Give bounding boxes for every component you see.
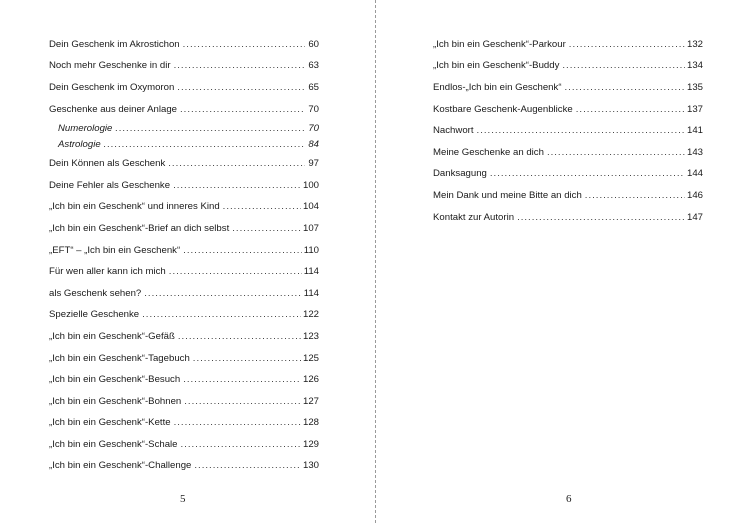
toc-entry-page: 122 [302,309,319,321]
dot-leader [565,81,685,95]
table-of-contents-left [49,34,319,477]
toc-entry-page: 65 [308,81,319,93]
toc-entry-title: Danksagung [433,168,487,180]
table-of-contents-right [433,34,703,228]
toc-entry-page: 70 [308,122,319,134]
toc-entry[interactable] [49,120,319,137]
toc-entry-title: „EFT“ – „Ich bin ein Geschenk“ [49,244,181,256]
toc-entry-title: Für wen aller kann ich mich [49,266,166,278]
toc-entry[interactable] [433,120,703,142]
toc-entry-title: „Ich bin ein Geschenk“-Besuch [49,374,181,386]
toc-entry[interactable] [433,99,703,121]
right-page [376,0,750,523]
dot-leader [174,59,305,73]
toc-entry-page: 63 [308,60,319,72]
dot-leader [142,308,301,322]
toc-entry-page: 135 [686,81,703,93]
toc-entry[interactable] [433,164,703,186]
dot-leader [223,200,301,214]
dot-leader [174,416,301,430]
toc-entry-title: „Ich bin ein Geschenk“-Kette [49,417,171,429]
toc-entry-page: 70 [308,103,319,115]
dot-leader [576,103,685,117]
toc-entry[interactable] [49,153,319,175]
toc-entry[interactable] [433,142,703,164]
dot-leader [183,38,305,52]
toc-entry-page: 132 [686,38,703,50]
toc-entry-page: 100 [302,179,319,191]
dot-leader [168,157,305,171]
toc-entry-page: 104 [302,201,319,213]
toc-entry[interactable] [49,56,319,78]
toc-entry-page: 110 [303,244,319,256]
toc-entry[interactable] [49,218,319,240]
toc-entry-title: „Ich bin ein Geschenk“-Challenge [49,460,192,472]
toc-entry-page: 134 [686,60,703,72]
toc-entry-title: Dein Geschenk im Akrostichon [49,38,180,50]
page-number-right: 6 [566,493,572,505]
toc-entry-title: Spezielle Geschenke [49,309,140,321]
dot-leader [490,167,685,181]
dot-leader [585,189,685,203]
toc-entry[interactable] [433,185,703,207]
toc-entry-title: Astrologie [58,139,101,151]
toc-entry-page: 147 [686,211,703,223]
toc-entry-page: 60 [308,38,319,50]
toc-entry[interactable] [49,77,319,99]
toc-entry[interactable] [49,137,319,154]
toc-entry-title: Endlos-„Ich bin ein Geschenk“ [433,81,562,93]
toc-entry-page: 137 [686,103,703,115]
toc-entry[interactable] [49,175,319,197]
toc-entry-title: „Ich bin ein Geschenk“-Brief an dich selbst [49,222,230,234]
page-number-left: 5 [180,493,186,505]
toc-entry-title: „Ich bin ein Geschenk“-Bohnen [49,395,182,407]
toc-entry-page: 143 [686,146,703,158]
dot-leader [177,81,305,95]
dot-leader [562,59,685,73]
toc-entry-title: Nachwort [433,125,474,137]
toc-entry-page: 126 [302,374,319,386]
toc-entry[interactable] [49,369,319,391]
dot-leader [477,124,685,138]
dot-leader [184,395,301,409]
dot-leader [178,330,301,344]
toc-entry-page: 130 [302,460,319,472]
dot-leader [183,373,301,387]
toc-entry[interactable] [49,99,319,121]
toc-entry[interactable] [49,283,319,305]
toc-entry-page: 128 [302,417,319,429]
toc-entry[interactable] [49,348,319,370]
toc-entry-title: Mein Dank und meine Bitte an dich [433,189,582,201]
dot-leader [569,38,685,52]
toc-entry-title: als Geschenk sehen? [49,287,142,299]
toc-entry[interactable] [433,56,703,78]
toc-entry-title: „Ich bin ein Geschenk“-Buddy [433,60,560,72]
toc-entry-page: 97 [308,158,319,170]
toc-entry-title: Dein Geschenk im Oxymoron [49,81,175,93]
dot-leader [104,138,305,152]
toc-entry[interactable] [49,413,319,435]
dot-leader [232,222,301,236]
toc-entry[interactable] [433,34,703,56]
toc-entry-page: 144 [686,168,703,180]
toc-entry-title: Meine Geschenke an dich [433,146,544,158]
toc-entry-title: „Ich bin ein Geschenk“-Gefäß [49,330,175,342]
toc-entry-title: „Ich bin ein Geschenk“ und inneres Kind [49,201,220,213]
toc-entry[interactable] [49,456,319,478]
toc-entry-title: Kontakt zur Autorin [433,211,515,223]
toc-entry-title: Kostbare Geschenk-Augenblicke [433,103,573,115]
toc-entry[interactable] [49,434,319,456]
toc-entry-title: „Ich bin ein Geschenk“-Parkour [433,38,566,50]
toc-entry-page: 107 [302,222,319,234]
dot-leader [115,122,305,136]
toc-entry-page: 114 [303,266,319,278]
toc-entry-page: 129 [302,438,319,450]
toc-entry-page: 123 [302,330,319,342]
toc-entry-page: 114 [303,287,319,299]
toc-entry[interactable] [49,197,319,219]
toc-entry[interactable] [49,305,319,327]
toc-entry[interactable] [49,391,319,413]
dot-leader [547,146,685,160]
toc-entry-title: Deine Fehler als Geschenke [49,179,171,191]
dot-leader [173,179,301,193]
toc-entry-page: 84 [308,139,319,151]
dot-leader [144,287,301,301]
dot-leader [193,352,301,366]
toc-entry-title: „Ich bin ein Geschenk“-Schale [49,438,178,450]
toc-entry-page: 141 [686,125,703,137]
toc-entry[interactable] [433,207,703,229]
toc-entry-title: Numerologie [58,122,113,134]
dot-leader [517,211,685,225]
dot-leader [194,459,301,473]
toc-entry-page: 146 [686,189,703,201]
toc-entry-title: Noch mehr Geschenke in dir [49,60,171,72]
toc-entry[interactable] [433,77,703,99]
dot-leader [181,438,301,452]
toc-entry-page: 125 [302,352,319,364]
dot-leader [169,265,302,279]
toc-entry[interactable] [49,261,319,283]
toc-entry[interactable] [49,34,319,56]
toc-entry-title: Dein Können als Geschenk [49,158,166,170]
dot-leader [183,244,302,258]
toc-entry-page: 127 [302,395,319,407]
toc-entry-title: Geschenke aus deiner Anlage [49,103,178,115]
toc-entry[interactable] [49,240,319,262]
dot-leader [180,103,305,117]
toc-entry[interactable] [49,326,319,348]
toc-entry-title: „Ich bin ein Geschenk“-Tagebuch [49,352,190,364]
